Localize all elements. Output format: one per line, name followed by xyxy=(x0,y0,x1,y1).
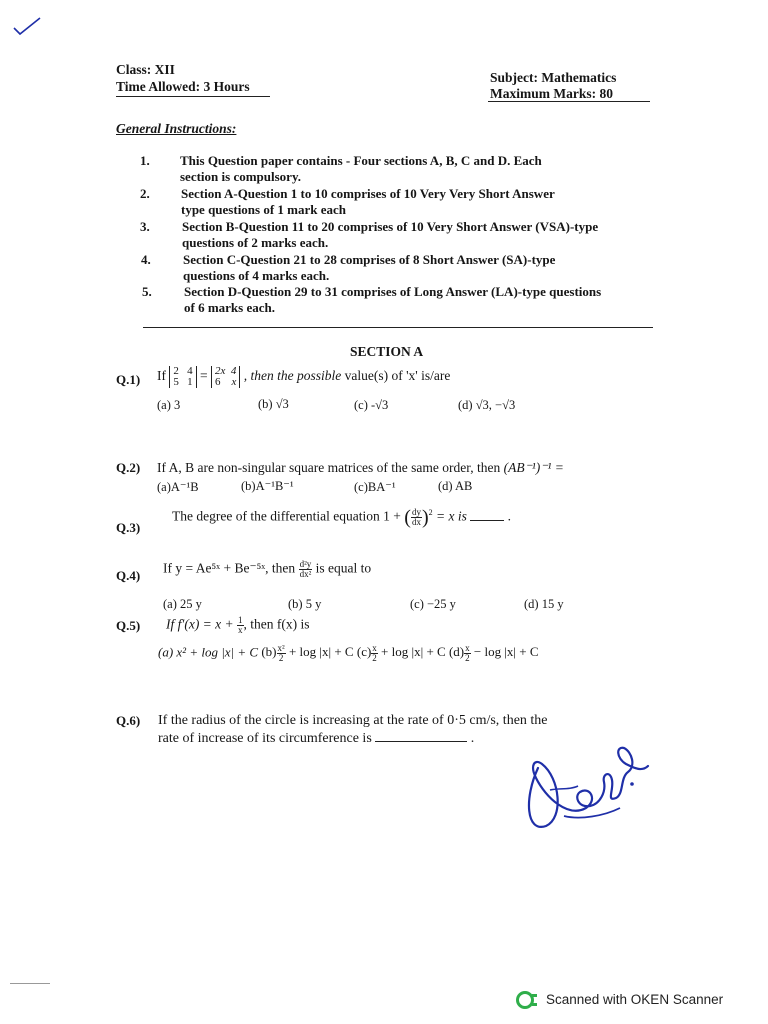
q5-number: Q.5) xyxy=(116,618,141,633)
q2-option-d: (d) AB xyxy=(438,479,473,493)
q1-if: If xyxy=(157,368,166,384)
q2-text: If A, B are non-singular square matrices of the same order, then xyxy=(157,460,504,475)
section-title: SECTION A xyxy=(350,344,424,359)
q4-number: Q.4) xyxy=(116,568,141,583)
instruction-line: questions of 4 marks each. xyxy=(183,268,330,283)
section-divider xyxy=(143,327,653,328)
instruction-num: 2. xyxy=(140,186,150,201)
header-rule-right xyxy=(488,101,650,102)
instruction-3 xyxy=(140,219,680,251)
one-over-x-fraction: $\frac{1}{x}$ xyxy=(238,615,243,635)
q5-option-c-label: (c) xyxy=(356,644,372,660)
instruction-1 xyxy=(140,153,660,185)
instruction-line: questions of 2 marks each. xyxy=(182,235,329,250)
q1-tail: value(s) of 'x' is/are xyxy=(341,368,451,384)
answer-blank xyxy=(375,741,467,742)
q2-expr: (AB⁻¹)⁻¹ = xyxy=(503,460,564,475)
header-rule-left xyxy=(116,96,270,97)
instruction-line: Section D-Question 29 to 31 comprises of Long Answer (LA)-type questions xyxy=(184,284,602,299)
q4-stem xyxy=(163,560,371,579)
q3-number: Q.3) xyxy=(116,520,141,535)
q1-number: Q.1) xyxy=(116,372,141,387)
q5-option-b-tail: + log |x| + C xyxy=(288,644,354,660)
q3-text: The degree of the differential equation 1 + xyxy=(172,508,401,524)
q5-option-a: (a) x² + log |x| + C xyxy=(158,644,259,660)
dy-dx-fraction: $\frac{dy}{dx}$ xyxy=(411,506,421,527)
q4-text: If y = Ae⁵ˣ + Be⁻⁵ˣ, then xyxy=(163,560,296,576)
instruction-line: Section B-Question 11 to 20 comprises of 10 Very Short Answer (VSA)-type xyxy=(182,219,599,234)
q2-stem xyxy=(157,460,564,476)
x-over-2-fraction: $\frac{x}{2}$ xyxy=(465,643,470,663)
instruction-num: 5. xyxy=(142,284,152,299)
check-mark-icon xyxy=(10,14,50,38)
instruction-num: 4. xyxy=(141,252,151,267)
class-label: Class: XII xyxy=(116,62,175,77)
q3-stem: The degree of the differential equation 1 + ( $\frac{dy}{dx}$ )$^2$ = x is . xyxy=(172,506,511,529)
instruction-num: 1. xyxy=(140,153,150,168)
q5-option-d xyxy=(448,643,539,663)
q5-tail: , then f(x) is xyxy=(243,616,310,632)
q3-tail: = x is xyxy=(436,508,467,524)
time-allowed: Time Allowed: 3 Hours xyxy=(116,79,250,94)
scanner-logo-icon xyxy=(515,990,539,1010)
q5-options xyxy=(158,644,539,663)
q5-option-b-label: (b) xyxy=(261,644,277,660)
q5-option-c-tail: + log |x| + C xyxy=(381,644,446,660)
q1-option-c: (c) -√3 xyxy=(354,398,389,412)
instruction-num: 3. xyxy=(140,219,150,234)
q4-option-b: (b) 5 y xyxy=(288,597,322,611)
answer-blank xyxy=(470,520,504,521)
margin-mark xyxy=(10,983,50,984)
q2-option-b: (b)A⁻¹B⁻¹ xyxy=(241,479,294,493)
q4-option-d: (d) 15 y xyxy=(524,597,564,611)
q5-option-b xyxy=(261,643,354,663)
q2-number: Q.2) xyxy=(116,460,141,475)
q5-option-c xyxy=(356,643,446,663)
instruction-line: type questions of 1 mark each xyxy=(181,202,347,217)
q6-number: Q.6) xyxy=(116,713,141,728)
q4-option-c: (c) −25 y xyxy=(410,597,456,611)
q2-option-a: (a)A⁻¹B xyxy=(157,480,199,494)
q6-line1: If the radius of the circle is increasing at the rate of 0·5 cm/s, then the xyxy=(158,713,548,728)
subject-label: Subject: Mathematics xyxy=(490,70,617,85)
q6-line2: rate of increase of its circumference is . xyxy=(158,731,475,746)
instruction-line: of 6 marks each. xyxy=(184,300,275,315)
x-over-2-fraction: $\frac{x}{2}$ xyxy=(372,643,377,663)
instruction-2 xyxy=(140,186,660,218)
scanner-credit: Scanned with OKEN Scanner xyxy=(546,992,724,1007)
instruction-line: Section C-Question 21 to 28 comprises of 8 Short Answer (SA)-type xyxy=(183,252,556,267)
q1-stem: If 2 4 5 1 = 2x 4 6 x , then the possible value(s) of 'x' is/are xyxy=(157,365,451,388)
q1-option-b: (b) √3 xyxy=(258,397,289,411)
instruction-5 xyxy=(142,284,682,316)
q2-option-c: (c)BA⁻¹ xyxy=(354,480,396,494)
q4-option-a: (a) 25 y xyxy=(163,597,202,611)
instruction-line: This Question paper contains - Four sections A, B, C and D. Each xyxy=(180,153,542,168)
q1-then: , then the possible xyxy=(243,368,342,384)
instructions-title: General Instructions: xyxy=(116,121,237,136)
matrix-right: 2x 4 6 x xyxy=(211,366,240,388)
signature xyxy=(520,738,660,838)
q5-option-d-label: (d) xyxy=(448,644,465,660)
q5-option-d-tail: − log |x| + C xyxy=(473,644,539,660)
instruction-line: section is compulsory. xyxy=(180,169,301,184)
x2-over-2-fraction: $\frac{\text{x²}}{2}$ xyxy=(277,643,285,663)
instruction-4 xyxy=(141,252,661,284)
q6-line2-text: rate of increase of its circumference is xyxy=(158,731,372,746)
matrix-left: 2 4 5 1 xyxy=(169,366,196,388)
q5-text: If f′(x) = x + xyxy=(166,616,234,632)
second-derivative-fraction: $\frac{\text{d²y}}{\text{dx²}}$ xyxy=(299,559,312,579)
instruction-line: Section A-Question 1 to 10 comprises of 10 Very Very Short Answer xyxy=(181,186,555,201)
q1-option-a: (a) 3 xyxy=(157,398,181,412)
max-marks: Maximum Marks: 80 xyxy=(490,86,613,101)
q5-stem xyxy=(166,616,310,635)
q4-tail: is equal to xyxy=(315,560,372,576)
q1-option-d: (d) √3, −√3 xyxy=(458,398,516,412)
